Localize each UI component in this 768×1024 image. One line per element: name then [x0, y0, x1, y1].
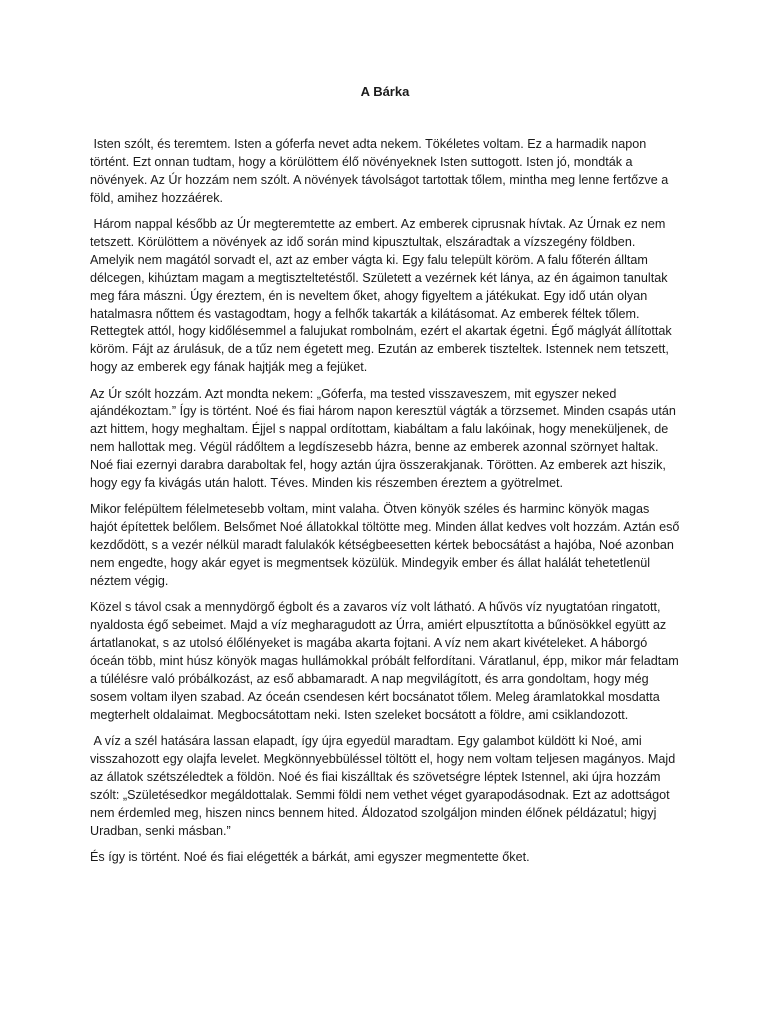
paragraph-7: És így is történt. Noé és fiai elégették a bárkát, ami egyszer megmentette őket.	[90, 849, 530, 864]
paragraph-6: A víz a szél hatására lassan elapadt, így újra egyedül maradtam. Egy galambot küldött ki Noé, ami visszahozott egy olajfa levelet. Megkönnyebbüléssel töltött el, hogy nem voltam teljesen magányos. Majd az állatok szétszéledtek a földön. Noé és fiai kiszálltak és szövetségre léptek Istennel, aki újra hozzám szólt: „Születésedkor megáldottalak. Semmi földi nem vethet véget gyarapodásodnak. Ezt az adottságot nem érdemled meg, hiszen nincs bennem hited. Áldozatod szolgáljon minden élőnek példázatul; higyj Uradban, senki másban.”	[90, 734, 679, 838]
paragraph-1: Isten szólt, és teremtem. Isten a góferfa nevet adta nekem. Tökéletes voltam. Ez a harmadik napon történt. Ezt onnan tudtam, hogy a körülöttem élő növényeknek Isten suttogott. Isten jó, mondták a növények. Az Úr hozzám nem szólt. A növények távolságot tartottak tőlem, mintha meg lenne fertőzve a föld, amihez hozzáérek.	[90, 137, 672, 205]
document-page	[90, 83, 683, 875]
paragraph-4: Mikor felépültem félelmetesebb voltam, mint valaha. Ötven könyök széles és harminc könyök magas hajót építettek belőlem. Belsőmet Noé állatokkal töltötte meg. Minden állat kedves volt hozzám. Aztán eső kezdődött, s a vezér nélkül maradt falulakók kétségbeesetten kértek bebocsátást a hajóba, Noé azonban nem engedte, hogy akár egyet is megmentsek közülük. Mindegyik ember és állat halálát tehetetlenül néztem végig.	[90, 502, 683, 589]
document-title: A Bárka	[360, 84, 410, 99]
paragraph-3: Az Úr szólt hozzám. Azt mondta nekem: „Góferfa, ma tested visszaveszem, mit egyszer neked ajándékoztam.” Így is történt. Noé és fiai három napon keresztül vágták a törzsemet. Minden csapás után azt hittem, hogy meghaltam. Éjjel s nappal ordítottam, kiabáltam a falu lakóinak, hogy meneküljenek, de nem hallottak meg. Végül rádőltem a legdíszesebb házra, benne az emberek azonnal szörnyet haltak. Noé fiai ezernyi darabra daraboltak fel, hogy aztán újra összerakjanak. Törötten. Az emberek azt hiszik, hogy egy fa kivágás után halott. Téves. Minden kis részemben éreztem a gyötrelmet.	[90, 386, 680, 491]
paragraph-5: Közel s távol csak a mennydörgő égbolt és a zavaros víz volt látható. A hűvös víz nyugtatóan ringatott, nyaldosta égő sebeimet. Majd a víz megharagudott az Úrra, amiért elpusztította a bűnösökkel együtt az ártatlanokat, s az utolsó élőlényeket is magába akarta fojtani. A víz nem akart kivételeket. A háborgó óceán több, mint húsz könyök magas hullámokkal próbált felfordítani. Váratlanul, épp, mikor már feladtam a túlélésre való próbálkozást, az eső abbamaradt. A nap megvilágított, és arra gondoltam, hogy még sosem voltam ilyen szabad. Az óceán csendesen kért bocsánatot tőlem. Meleg áramlatokkal mosdatta megterhelt oldalaimat. Megbocsátottam neki. Isten szeleket bocsátott a földre, ami csiklandozott.	[90, 600, 683, 722]
paragraph-2: Három nappal később az Úr megteremtette az embert. Az emberek ciprusnak hívtak. Az Úrnak ez nem tetszett. Körülöttem a növények az idő során mind kipusztultak, elszáradtak a vízszegény földben. Amelyik nem magától sorvadt el, azt az ember vágta ki. Egy falu települt köröm. A falu főterén álltam délcegen, kihúztam magam a megtiszteltetéstől. Született a vezérnek két lánya, az én ágaimon tanultak meg fára mászni. Úgy éreztem, én is neveltem őket, ahogy figyeltem a játékukat. Egy idő után olyan hatalmasra nőttem és vastagodtam, hogy a felhők takarták a kilátásomat. Az emberek féltek tőlem. Rettegtek attól, hogy kidőlésemmel a falujukat rombolnám, ezért el akartak égetni. Égő máglyát állítottak köröm. Fájt az árulásuk, de a tűz nem égetett meg. Ezután az emberek tiszteltek. Istennek nem tetszett, hogy az emberek egy fának hajtják meg a fejüket.	[90, 217, 676, 375]
